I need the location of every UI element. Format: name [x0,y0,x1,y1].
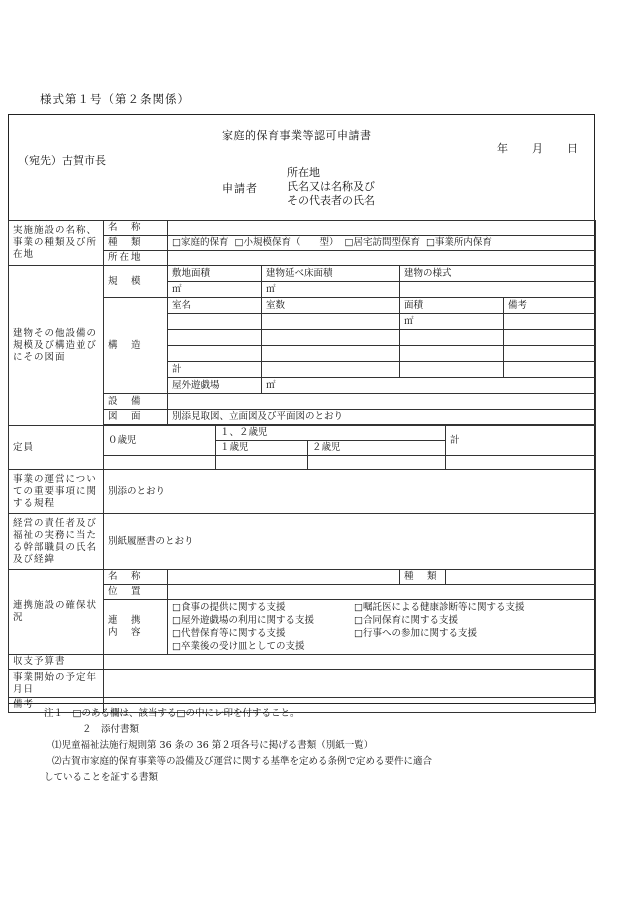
capacity-total-field[interactable] [446,456,596,470]
age0-header: ０歳児 [104,426,216,456]
coop-health-checkbox[interactable]: □嘱託医による健康診断等に関する支援 [354,602,525,613]
type-home-visit-checkbox[interactable]: □居宅訪問型保育 [344,237,420,248]
outdoor-playground-field[interactable]: ㎡ [262,378,596,394]
area-field[interactable] [400,346,504,362]
applicant-label: 申請者 [222,182,258,195]
drawing-text: 別添見取図、立面図及び平面図のとおり [168,410,596,425]
start-date-label: 事業開始の予定年月日 [9,670,104,698]
age2-field[interactable] [308,456,446,470]
facility-name-label: 名 称 [104,221,168,236]
remarks-label: 備考 [9,698,104,713]
budget-label: 収支予算書 [9,655,104,670]
room-count-header: 室数 [262,298,400,314]
coop-meal-checkbox[interactable]: □食事の提供に関する支援 [172,602,286,613]
room-name-field[interactable] [168,346,262,362]
room-count-field[interactable] [262,346,400,362]
cooperation-label: 連携施設の確保状況 [9,570,104,655]
applicant-address-label[interactable]: 所在地 [287,166,320,179]
floor-area-label: 建物延べ床面積 [262,266,400,282]
form-title: 家庭的保育事業等認可申請書 [222,129,372,142]
facility-label: 実施施設の名称、事業の種類及び所在地 [9,221,104,266]
coop-name-label: 名 称 [104,570,168,585]
note-4: ⑵古賀市家庭的保育事業等の設備及び運営に関する基準を定める条例で定める要件に適合 [52,756,433,767]
date-month[interactable]: 月 [532,142,543,155]
remarks-field[interactable] [504,314,596,330]
note-1: 注１ □のある欄は、該当する□の中にレ印を付すること。 [44,708,300,719]
room-count-field[interactable] [262,314,400,330]
coop-name-field[interactable] [168,570,400,585]
equipment-field[interactable] [168,394,596,410]
type-family-checkbox[interactable]: □家庭的保育 [172,237,229,248]
note-2: ２ 添付書類 [82,724,140,735]
applicant-name-label-1[interactable]: 氏名又は名称及び [287,180,375,193]
age1-header: １歳児 [216,441,308,456]
room-count-field[interactable] [262,330,400,346]
coop-type-label: 種 類 [400,570,446,585]
age2-header: ２歳児 [308,441,446,456]
addressee: （宛先）古賀市長 [18,154,106,167]
coop-joint-checkbox[interactable]: □合同保育に関する支援 [354,615,458,626]
applicant-name-label-2[interactable]: その代表者の氏名 [287,194,375,207]
coop-substitute-checkbox[interactable]: □代替保育等に関する支援 [172,628,286,639]
site-area-field[interactable]: ㎡ [168,282,262,298]
form-number-label: 様式第１号（第２条関係） [40,92,190,106]
remarks-header: 備考 [504,298,596,314]
capacity-label: 定員 [9,426,104,470]
budget-field[interactable] [104,655,596,670]
area-total-field[interactable] [400,362,504,378]
coop-content-options [168,600,596,655]
rules-label: 事業の運営についての重要事項に関する規程 [9,470,104,514]
building-style-label: 建物の様式 [400,266,596,282]
manager-label: 経営の責任者及び福祉の実務に当たる幹部職員の氏名及び経緯 [9,514,104,570]
facility-type-options [168,236,596,251]
date-year[interactable]: 年 [497,142,508,155]
site-area-label: 敷地面積 [168,266,262,282]
application-table [8,220,596,713]
coop-playground-checkbox[interactable]: □屋外遊戯場の利用に関する支援 [172,615,314,626]
structure-label: 構 造 [104,298,168,394]
age12-header: １、２歳児 [216,426,446,441]
room-name-field[interactable] [168,314,262,330]
drawing-label: 図 面 [104,410,168,425]
area-field[interactable] [400,330,504,346]
remarks-field[interactable] [504,330,596,346]
coop-content-label: 連 携 内 容 [104,600,168,655]
scale-label: 規 模 [104,266,168,298]
outdoor-playground-label: 屋外遊戯場 [168,378,262,394]
start-date-field[interactable] [104,670,596,698]
applicant-fields [287,166,375,208]
area-field[interactable]: ㎡ [400,314,504,330]
coop-location-label: 位 置 [104,585,168,600]
note-3: ⑴児童福祉法施行規則第 36 条の 36 第２項各号に掲げる書類（別紙一覧） [52,740,374,751]
equipment-label: 設 備 [104,394,168,410]
coop-event-checkbox[interactable]: □行事への参加に関する支援 [354,628,477,639]
capacity-total-header: 計 [446,426,596,456]
age0-field[interactable] [104,456,216,470]
facility-name-field[interactable] [168,221,596,236]
application-date [497,140,578,156]
room-name-field[interactable] [168,330,262,346]
date-day[interactable]: 日 [567,142,578,155]
room-count-total-field[interactable] [262,362,400,378]
manager-value: 別紙履歴書のとおり [104,514,596,570]
facility-location-label: 所在地 [104,251,168,266]
coop-location-field[interactable] [168,585,596,600]
floor-area-field[interactable]: ㎡ [262,282,400,298]
rules-value: 別添のとおり [104,470,596,514]
room-name-header: 室名 [168,298,262,314]
building-style-field[interactable] [400,282,596,298]
remarks-field[interactable] [504,346,596,362]
remarks-total-field[interactable] [504,362,596,378]
notes [44,706,432,786]
type-small-scale-checkbox[interactable]: □小規模保育（ 型） [234,237,339,248]
facility-location-field[interactable] [168,251,596,266]
type-workplace-checkbox[interactable]: □事業所内保育 [425,237,492,248]
area-header: 面積 [400,298,504,314]
coop-graduate-checkbox[interactable]: □卒業後の受け皿としての支援 [172,641,305,652]
note-5: していることを証する書類 [44,772,159,783]
coop-type-field[interactable] [446,570,596,585]
building-label: 建物その他設備の規模及び構造並びにその図面 [9,266,104,426]
facility-type-label: 種 類 [104,236,168,251]
age1-field[interactable] [216,456,308,470]
room-total-label: 計 [168,362,262,378]
